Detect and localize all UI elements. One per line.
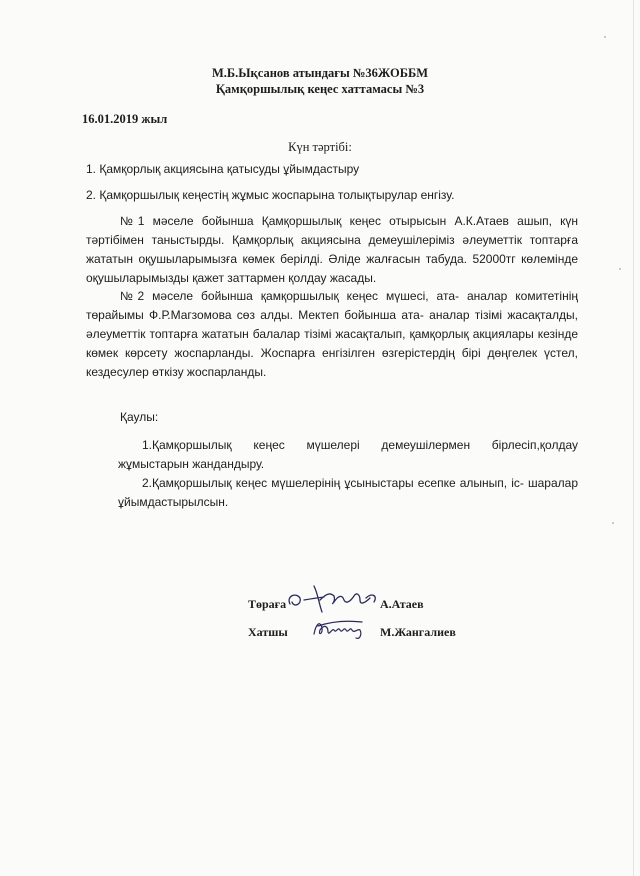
- scan-speck: [619, 268, 621, 270]
- protocol-date: 16.01.2019 жыл: [82, 112, 168, 126]
- resolution-item-2: 2.Қамқоршылық кеңес мүшелерінің ұсыныстары есепке алынып, іс- шаралар ұйымдастырылсын.: [118, 476, 578, 509]
- agenda-heading: Күн тәртібі:: [288, 140, 352, 154]
- secretary-signature: [310, 614, 370, 642]
- secretary-label: Хатшы: [248, 625, 288, 639]
- agenda-item-1: 1. Қамқорлық акциясына қатысуды ұйымдастыру: [86, 162, 360, 176]
- scan-edge: [633, 0, 634, 876]
- school-title: М.Б.Ықсанов атындағы №36ЖОББМ: [211, 66, 429, 80]
- chair-signature: [284, 578, 384, 616]
- chair-label: Төраға: [248, 597, 287, 611]
- discussion-paragraph-1: №1 мәселе бойынша Қамқоршылық кеңес отырысын А.К.Атаев ашып, күн тәртібімен таныстырды. Қамқорлық акциясына демеушілеріміз әлеуметтік топтарға жататын оқушыларымызға көмек берілді. Әліде жалғасын табуда. 52000тг көлемінде оқушыларымызды қажет заттармен қолдау жасады.: [86, 214, 578, 285]
- resolution-heading: Қаулы:: [120, 410, 159, 424]
- scan-speck: [604, 36, 606, 38]
- scan-speck: [612, 522, 614, 524]
- resolution-item-1: 1.Қамқоршылық кеңес мүшелері демеушілермен бірлесіп,қолдау жұмыстарын жандандыру.: [118, 438, 578, 471]
- discussion-paragraph-2: №2 мәселе бойынша қамқоршылық кеңес мүшесі, ата- аналар комитетінің төрайымы Ф.Р.Магзомова сөз алды. Мектеп бойынша ата- аналар тізімі жасақталды, әлеуметтік топтарға жататын балалар тізімі жасақталып, қамқорлық акциялары кезінде көмек көрсету жоспарланды. Жоспарға енгізілген өзгерістердің бірі дөңгелек үстел, кездесулер өткізу жоспарланды.: [86, 289, 578, 379]
- secretary-name: М.Жангалиев: [380, 625, 456, 639]
- chair-name: А.Атаев: [380, 597, 424, 611]
- agenda-item-2: 2. Қамқоршылық кеңестің жұмыс жоспарына толықтырулар енгізу.: [86, 188, 455, 202]
- protocol-title: Қамқоршылық кеңес хаттамасы №3: [215, 82, 425, 96]
